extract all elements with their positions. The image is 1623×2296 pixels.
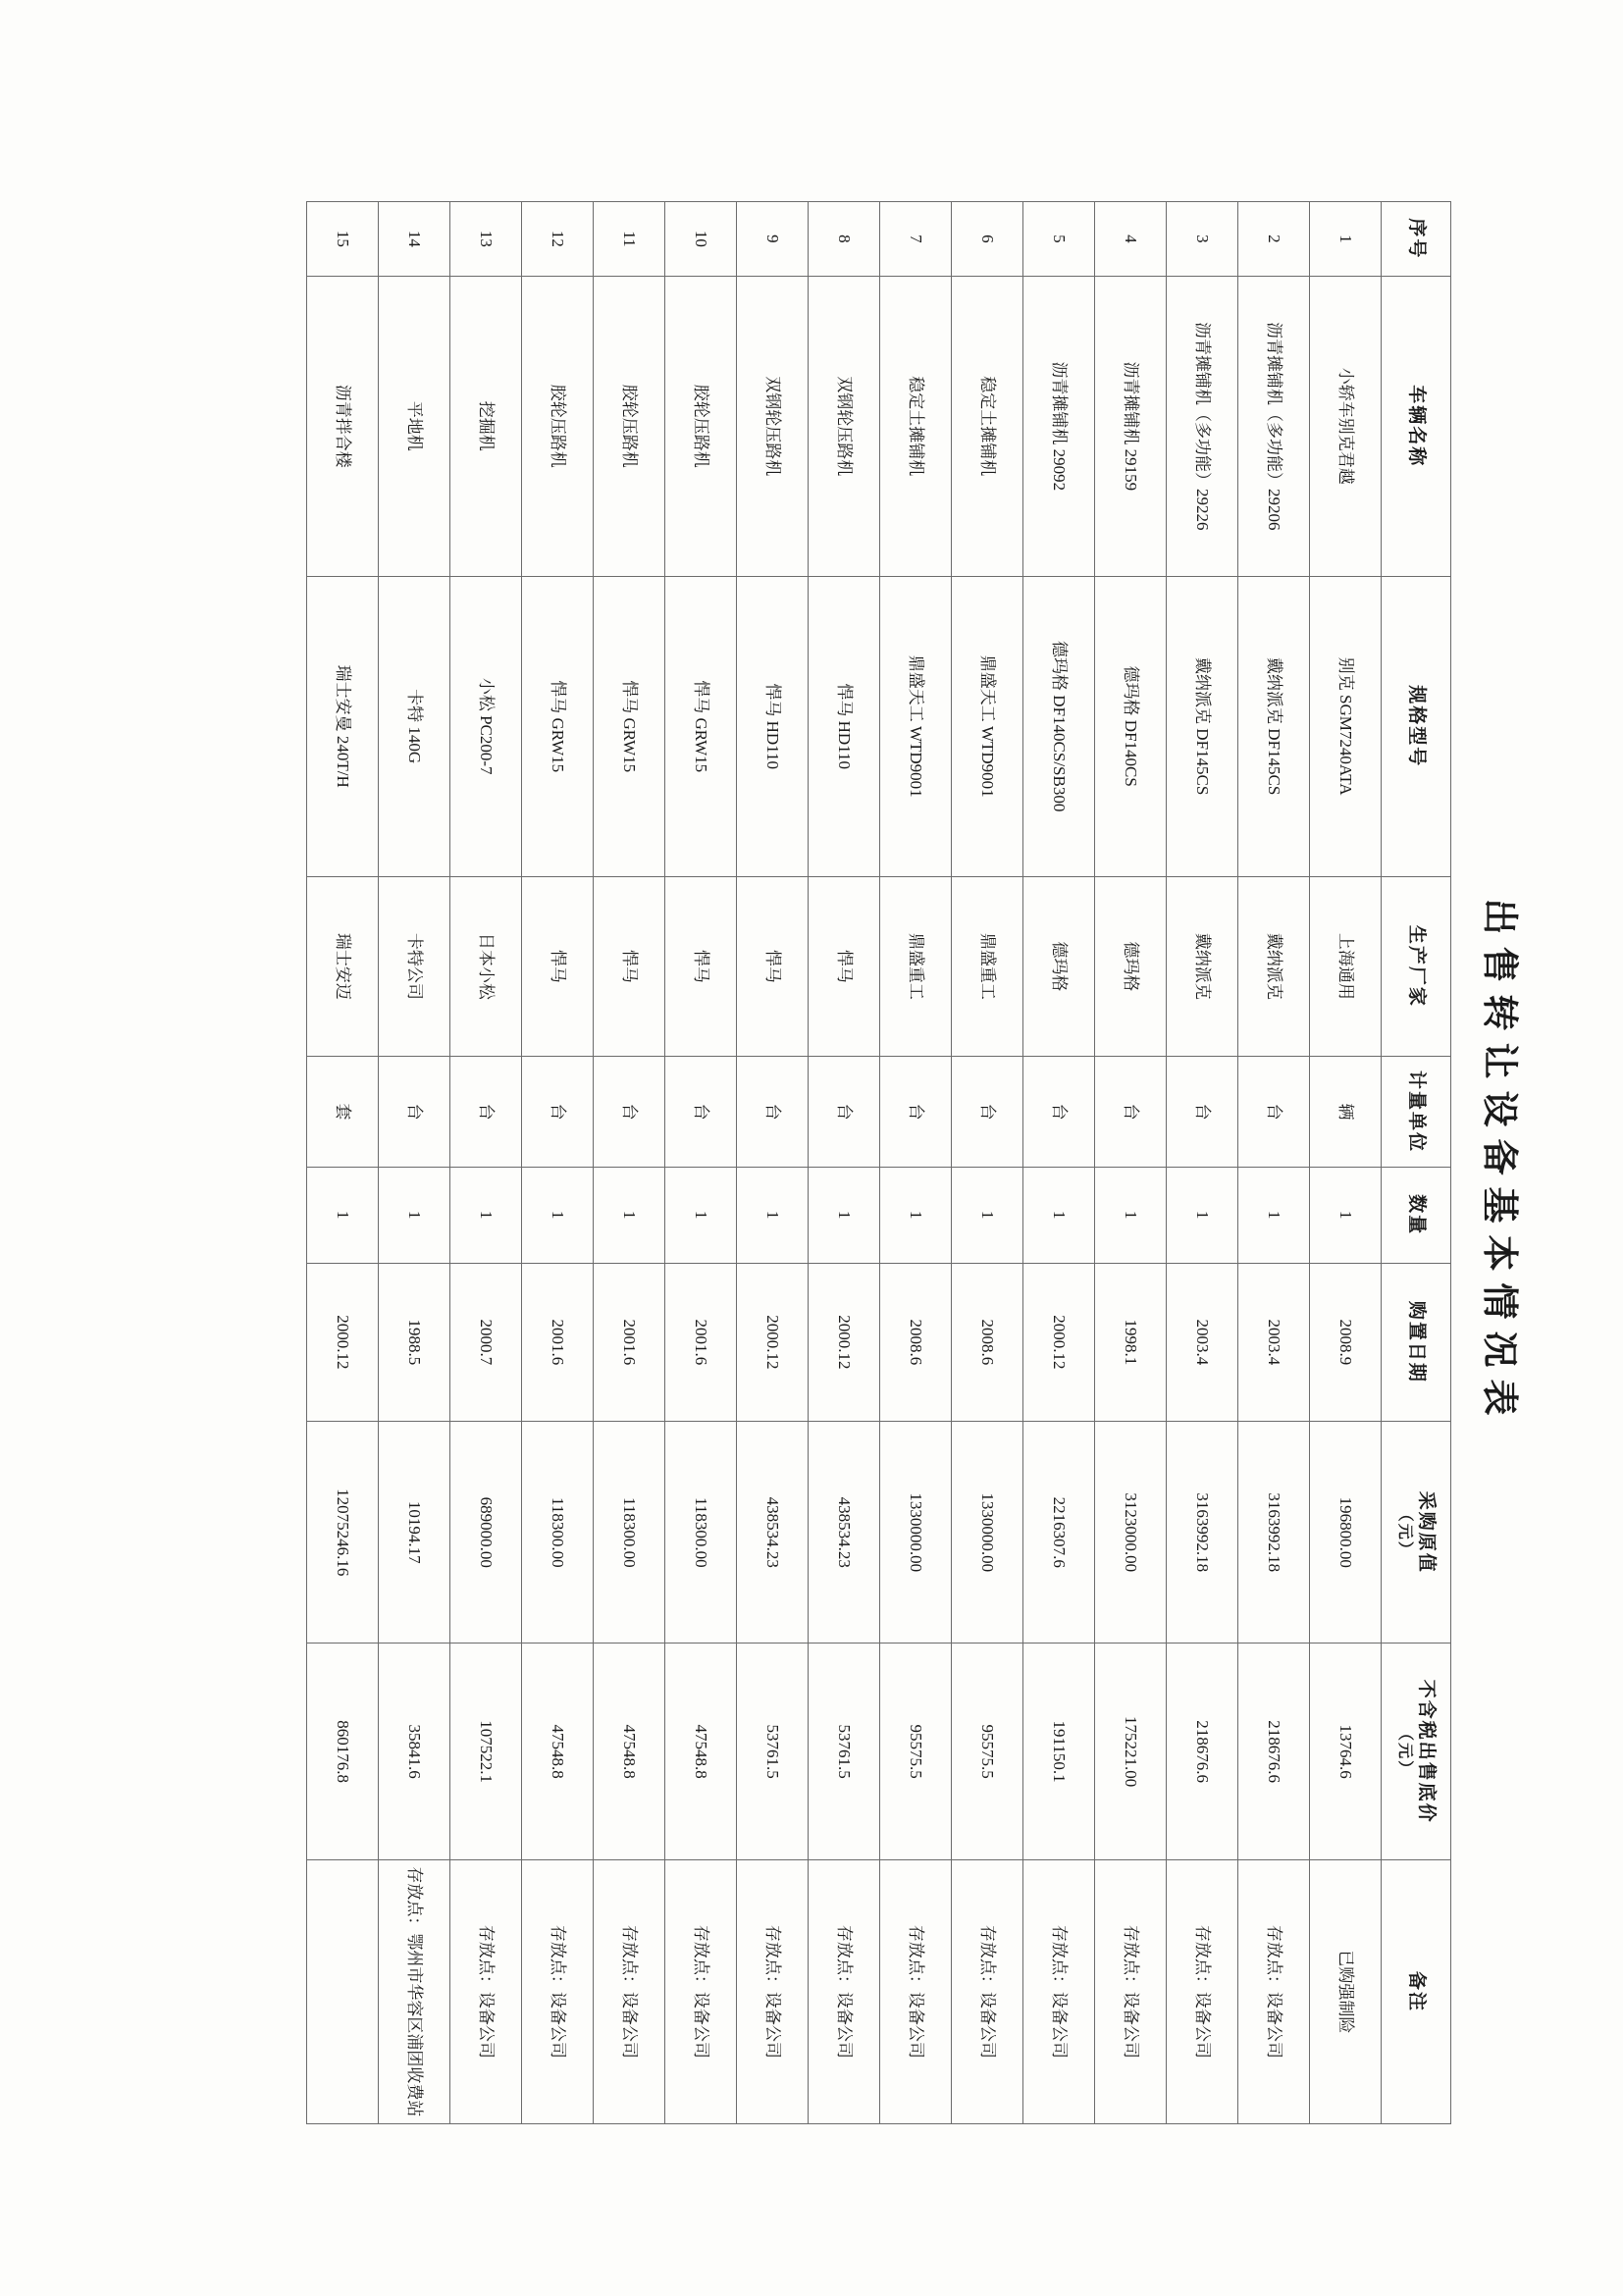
cell-unit: 台 bbox=[1167, 1057, 1238, 1168]
cell-qty: 1 bbox=[809, 1167, 880, 1263]
cell-date: 2000.12 bbox=[809, 1263, 880, 1422]
cell-date: 1988.5 bbox=[379, 1263, 450, 1422]
cell-floor: 35841.6 bbox=[379, 1644, 450, 1859]
table-row bbox=[665, 202, 737, 2124]
cell-qty: 1 bbox=[1167, 1167, 1238, 1263]
cell-maker: 悍马 bbox=[522, 876, 594, 1057]
column-header-name-label: 车辆名称 bbox=[1405, 385, 1427, 468]
cell-price: 10194.17 bbox=[379, 1422, 450, 1644]
cell-name: 挖掘机 bbox=[450, 276, 522, 576]
cell-floor: 107522.1 bbox=[450, 1644, 522, 1859]
cell-price: 438534.23 bbox=[737, 1422, 809, 1644]
cell-floor: 191150.1 bbox=[1023, 1644, 1095, 1859]
cell-model: 戴纳派克 DF145CS bbox=[1238, 576, 1310, 876]
cell-model: 悍马 GRW15 bbox=[522, 576, 594, 876]
cell-date: 2008.6 bbox=[880, 1263, 952, 1422]
cell-name: 稳定土摊铺机 bbox=[952, 276, 1023, 576]
column-header-maker bbox=[1382, 876, 1451, 1057]
column-header-floor-sublabel: （元） bbox=[1396, 1725, 1414, 1779]
cell-unit: 台 bbox=[737, 1057, 809, 1168]
cell-maker: 鼎盛重工 bbox=[880, 876, 952, 1057]
cell-maker: 悍马 bbox=[594, 876, 665, 1057]
cell-maker: 上海通用 bbox=[1310, 876, 1382, 1057]
cell-unit: 台 bbox=[594, 1057, 665, 1168]
cell-model: 鼎盛天工 WTD9001 bbox=[880, 576, 952, 876]
cell-price: 118300.00 bbox=[665, 1422, 737, 1644]
cell-maker: 瑞士安迈 bbox=[307, 876, 379, 1057]
cell-note: 存放点：设备公司 bbox=[809, 1859, 880, 2123]
cell-name: 沥青摊铺机（多功能）29206 bbox=[1238, 276, 1310, 576]
cell-idx: 1 bbox=[1310, 202, 1382, 277]
cell-price: 3163992.18 bbox=[1238, 1422, 1310, 1644]
cell-floor: 175221.00 bbox=[1095, 1644, 1167, 1859]
cell-qty: 1 bbox=[307, 1167, 379, 1263]
cell-note: 存放点：鄂州市华容区浦团收费站 bbox=[379, 1859, 450, 2123]
cell-idx: 8 bbox=[809, 202, 880, 277]
cell-note: 存放点：设备公司 bbox=[880, 1859, 952, 2123]
table-row bbox=[1095, 202, 1167, 2124]
cell-idx: 5 bbox=[1023, 202, 1095, 277]
table-row bbox=[594, 202, 665, 2124]
column-header-date-label: 购置日期 bbox=[1405, 1300, 1427, 1383]
cell-name: 双钢轮压路机 bbox=[737, 276, 809, 576]
table-row bbox=[952, 202, 1023, 2124]
column-header-model-label: 规格型号 bbox=[1405, 685, 1427, 768]
table-header-row bbox=[1382, 202, 1451, 2124]
cell-name: 稳定土摊铺机 bbox=[880, 276, 952, 576]
cell-qty: 1 bbox=[1095, 1167, 1167, 1263]
cell-price: 118300.00 bbox=[522, 1422, 594, 1644]
cell-maker: 日本小松 bbox=[450, 876, 522, 1057]
cell-idx: 3 bbox=[1167, 202, 1238, 277]
cell-date: 2001.6 bbox=[665, 1263, 737, 1422]
cell-model: 德玛格 DF140CS bbox=[1095, 576, 1167, 876]
cell-note: 存放点：设备公司 bbox=[450, 1859, 522, 2123]
cell-maker: 悍马 bbox=[737, 876, 809, 1057]
column-header-price-sublabel: （元） bbox=[1396, 1505, 1414, 1559]
cell-unit: 台 bbox=[1095, 1057, 1167, 1168]
cell-price: 1330000.00 bbox=[880, 1422, 952, 1644]
equipment-table bbox=[306, 201, 1451, 2124]
cell-unit: 台 bbox=[450, 1057, 522, 1168]
cell-idx: 10 bbox=[665, 202, 737, 277]
table-row bbox=[1238, 202, 1310, 2124]
cell-model: 鼎盛天工 WTD9001 bbox=[952, 576, 1023, 876]
cell-model: 戴纳派克 DF145CS bbox=[1167, 576, 1238, 876]
table-header bbox=[1382, 202, 1451, 2124]
cell-idx: 12 bbox=[522, 202, 594, 277]
cell-name: 沥青摊铺机 29159 bbox=[1095, 276, 1167, 576]
cell-maker: 卡特公司 bbox=[379, 876, 450, 1057]
table-row bbox=[379, 202, 450, 2124]
cell-qty: 1 bbox=[594, 1167, 665, 1263]
cell-name: 胶轮压路机 bbox=[665, 276, 737, 576]
cell-name: 平地机 bbox=[379, 276, 450, 576]
cell-model: 小松 PC200-7 bbox=[450, 576, 522, 876]
cell-qty: 1 bbox=[379, 1167, 450, 1263]
cell-note: 已购强制险 bbox=[1310, 1859, 1382, 2123]
cell-price: 2216307.6 bbox=[1023, 1422, 1095, 1644]
table-row bbox=[737, 202, 809, 2124]
cell-unit: 台 bbox=[522, 1057, 594, 1168]
table-row bbox=[880, 202, 952, 2124]
cell-price: 1330000.00 bbox=[952, 1422, 1023, 1644]
cell-note: 存放点：设备公司 bbox=[594, 1859, 665, 2123]
cell-unit: 台 bbox=[379, 1057, 450, 1168]
cell-price: 438534.23 bbox=[809, 1422, 880, 1644]
cell-name: 沥青摊铺机（多功能）29226 bbox=[1167, 276, 1238, 576]
cell-unit: 台 bbox=[665, 1057, 737, 1168]
cell-qty: 1 bbox=[450, 1167, 522, 1263]
cell-qty: 1 bbox=[665, 1167, 737, 1263]
column-header-note-label: 备注 bbox=[1405, 1970, 1427, 2012]
column-header-model bbox=[1382, 576, 1451, 876]
cell-idx: 4 bbox=[1095, 202, 1167, 277]
column-header-floor-label: 不含税出售底价 bbox=[1415, 1679, 1437, 1824]
cell-name: 胶轮压路机 bbox=[594, 276, 665, 576]
cell-name: 胶轮压路机 bbox=[522, 276, 594, 576]
cell-floor: 53761.5 bbox=[809, 1644, 880, 1859]
cell-model: 悍马 HD110 bbox=[737, 576, 809, 876]
column-header-qty-label: 数量 bbox=[1405, 1194, 1427, 1236]
cell-qty: 1 bbox=[1310, 1167, 1382, 1263]
cell-unit: 辆 bbox=[1310, 1057, 1382, 1168]
column-header-price bbox=[1382, 1422, 1451, 1644]
cell-floor: 218676.6 bbox=[1167, 1644, 1238, 1859]
cell-date: 2000.12 bbox=[737, 1263, 809, 1422]
cell-unit: 台 bbox=[809, 1057, 880, 1168]
table-row bbox=[450, 202, 522, 2124]
document-body bbox=[166, 201, 1530, 2124]
cell-note: 存放点：设备公司 bbox=[1023, 1859, 1095, 2123]
cell-maker: 悍马 bbox=[809, 876, 880, 1057]
table-row bbox=[307, 202, 379, 2124]
cell-price: 196800.00 bbox=[1310, 1422, 1382, 1644]
cell-idx: 2 bbox=[1238, 202, 1310, 277]
cell-qty: 1 bbox=[1023, 1167, 1095, 1263]
cell-price: 689000.00 bbox=[450, 1422, 522, 1644]
cell-qty: 1 bbox=[1238, 1167, 1310, 1263]
cell-unit: 台 bbox=[1238, 1057, 1310, 1168]
column-header-idx-label: 序号 bbox=[1405, 218, 1427, 260]
cell-date: 2003.4 bbox=[1167, 1263, 1238, 1422]
cell-floor: 47548.8 bbox=[665, 1644, 737, 1859]
cell-qty: 1 bbox=[737, 1167, 809, 1263]
cell-maker: 戴纳派克 bbox=[1167, 876, 1238, 1057]
table-row bbox=[1310, 202, 1382, 2124]
column-header-name bbox=[1382, 276, 1451, 576]
cell-name: 沥青摊铺机 29092 bbox=[1023, 276, 1095, 576]
cell-model: 悍马 GRW15 bbox=[665, 576, 737, 876]
table-row bbox=[1023, 202, 1095, 2124]
cell-note: 存放点：设备公司 bbox=[522, 1859, 594, 2123]
cell-price: 3123000.00 bbox=[1095, 1422, 1167, 1644]
cell-floor: 95575.5 bbox=[880, 1644, 952, 1859]
cell-floor: 47548.8 bbox=[594, 1644, 665, 1859]
cell-date: 2001.6 bbox=[594, 1263, 665, 1422]
cell-unit: 台 bbox=[1023, 1057, 1095, 1168]
cell-date: 1998.1 bbox=[1095, 1263, 1167, 1422]
cell-maker: 德玛格 bbox=[1023, 876, 1095, 1057]
cell-price: 118300.00 bbox=[594, 1422, 665, 1644]
cell-floor: 47548.8 bbox=[522, 1644, 594, 1859]
column-header-qty bbox=[1382, 1167, 1451, 1263]
cell-qty: 1 bbox=[522, 1167, 594, 1263]
column-header-unit-label: 计量单位 bbox=[1405, 1070, 1427, 1153]
column-header-floor bbox=[1382, 1644, 1451, 1859]
table-row bbox=[1167, 202, 1238, 2124]
table-row bbox=[522, 202, 594, 2124]
cell-date: 2008.9 bbox=[1310, 1263, 1382, 1422]
column-header-price-label: 采购原值 bbox=[1415, 1490, 1437, 1574]
cell-model: 德玛格 DF140CS/SB300 bbox=[1023, 576, 1095, 876]
column-header-date bbox=[1382, 1263, 1451, 1422]
cell-model: 悍马 GRW15 bbox=[594, 576, 665, 876]
cell-date: 2008.6 bbox=[952, 1263, 1023, 1422]
cell-floor: 95575.5 bbox=[952, 1644, 1023, 1859]
cell-model: 悍马 HD110 bbox=[809, 576, 880, 876]
cell-note: 存放点：设备公司 bbox=[665, 1859, 737, 2123]
cell-maker: 悍马 bbox=[665, 876, 737, 1057]
cell-idx: 7 bbox=[880, 202, 952, 277]
cell-name: 双钢轮压路机 bbox=[809, 276, 880, 576]
cell-name: 小轿车别克君越 bbox=[1310, 276, 1382, 576]
cell-price: 3163992.18 bbox=[1167, 1422, 1238, 1644]
cell-note: 存放点：设备公司 bbox=[1167, 1859, 1238, 2123]
cell-floor: 218676.6 bbox=[1238, 1644, 1310, 1859]
cell-date: 2000.12 bbox=[307, 1263, 379, 1422]
cell-note: 存放点：设备公司 bbox=[1238, 1859, 1310, 2123]
cell-name: 沥青拌合楼 bbox=[307, 276, 379, 576]
cell-date: 2000.12 bbox=[1023, 1263, 1095, 1422]
cell-date: 2003.4 bbox=[1238, 1263, 1310, 1422]
cell-idx: 11 bbox=[594, 202, 665, 277]
cell-qty: 1 bbox=[880, 1167, 952, 1263]
page-title: 出售转让设备基本情况表 bbox=[1479, 898, 1519, 1428]
cell-note: 存放点：设备公司 bbox=[737, 1859, 809, 2123]
cell-idx: 9 bbox=[737, 202, 809, 277]
cell-model: 瑞士安曼 240T/H bbox=[307, 576, 379, 876]
cell-note: 存放点：设备公司 bbox=[1095, 1859, 1167, 2123]
cell-idx: 6 bbox=[952, 202, 1023, 277]
cell-date: 2001.6 bbox=[522, 1263, 594, 1422]
column-header-unit bbox=[1382, 1057, 1451, 1168]
table-body bbox=[307, 202, 1382, 2124]
cell-floor: 53761.5 bbox=[737, 1644, 809, 1859]
column-header-note bbox=[1382, 1859, 1451, 2123]
cell-idx: 13 bbox=[450, 202, 522, 277]
cell-floor: 13764.6 bbox=[1310, 1644, 1382, 1859]
cell-qty: 1 bbox=[952, 1167, 1023, 1263]
cell-floor: 860176.8 bbox=[307, 1644, 379, 1859]
cell-maker: 戴纳派克 bbox=[1238, 876, 1310, 1057]
cell-model: 卡特 140G bbox=[379, 576, 450, 876]
cell-unit: 台 bbox=[952, 1057, 1023, 1168]
cell-maker: 鼎盛重工 bbox=[952, 876, 1023, 1057]
column-header-maker-label: 生产厂家 bbox=[1405, 924, 1427, 1008]
cell-model: 别克 SGM7240ATA bbox=[1310, 576, 1382, 876]
table-row bbox=[809, 202, 880, 2124]
cell-maker: 德玛格 bbox=[1095, 876, 1167, 1057]
cell-note bbox=[307, 1859, 379, 2123]
cell-note: 存放点：设备公司 bbox=[952, 1859, 1023, 2123]
cell-unit: 台 bbox=[880, 1057, 952, 1168]
cell-idx: 14 bbox=[379, 202, 450, 277]
column-header-idx bbox=[1382, 202, 1451, 277]
cell-idx: 15 bbox=[307, 202, 379, 277]
cell-date: 2000.7 bbox=[450, 1263, 522, 1422]
cell-price: 12075246.16 bbox=[307, 1422, 379, 1644]
cell-unit: 套 bbox=[307, 1057, 379, 1168]
